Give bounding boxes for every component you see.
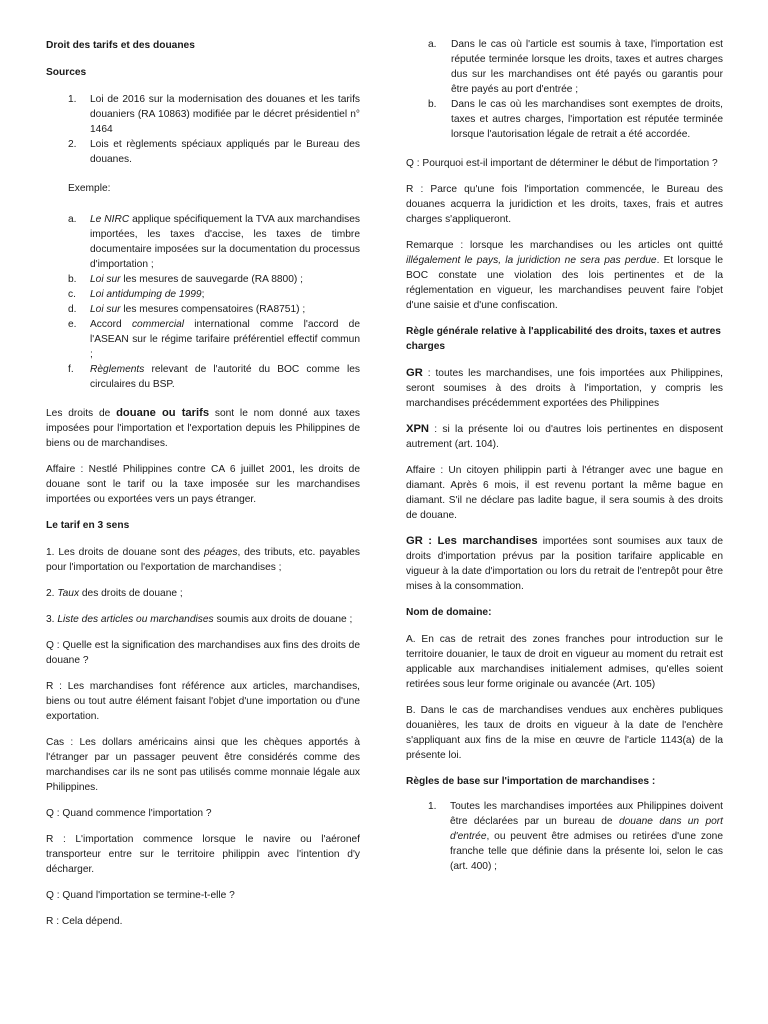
remark-paragraph: Remarque : lorsque les marchandises ou les articles ont quitté illégalement le pays, la juridiction ne sera pas perdue. Et lorsque le BOC constate une violation des lois pertinentes et de la réglementation en vigueur, les marchandises peuvent faire l'objet d'une saisie et d'une confiscation. — [406, 240, 724, 311]
example-label: Exemple: — [68, 183, 111, 194]
question-4: Q : Pourquoi est-il important de déterminer le début de l'importation ? — [406, 158, 718, 169]
xpn-paragraph: XPN : si la présente loi ou d'autres lois pertinentes en disposent autrement (art. 104). — [406, 423, 723, 450]
paragraph-droits: Les droits de douane ou tarifs sont le nom donné aux taxes imposées pour l'importation et l'exportation depuis les Philippines de biens ou de marchandises. — [46, 407, 360, 449]
tarif-heading: Le tarif en 3 sens — [46, 520, 130, 531]
list-item: b. Loi sur les mesures de sauvegarde (RA 8800) ; — [68, 274, 303, 285]
sources-heading: Sources — [46, 67, 87, 78]
question-3: Q : Quand l'importation se termine-t-elle ? — [46, 890, 235, 901]
end-cases-list — [406, 37, 723, 142]
list-item: e. Accord commercial international comme l'accord de l'ASEAN sur le régime tarifaire préférentiel effectif commun ; — [68, 319, 360, 360]
list-item: c. Loi antidumping de 1999; — [68, 289, 205, 300]
list-item: f. Règlements relevant de l'autorité du BOC comme les circulaires du BSP. — [68, 364, 360, 390]
question-1: Q : Quelle est la signification des marchandises aux fins des droits de douane ? — [46, 640, 360, 666]
answer-1: R : Les marchandises font référence aux articles, marchandises, biens ou tout autre élément faisant l'objet d'une importation ou d'une exportation. — [46, 681, 360, 722]
answer-4: R : Parce qu'une fois l'importation commencée, le Bureau des douanes acquerra la juridiction et les droits, taxes, frais et autres charges s'appliqueront. — [406, 184, 723, 225]
left-column — [46, 30, 360, 940]
list-item: 2. Lois et règlements spéciaux appliqués par le Bureau des douanes. — [68, 139, 360, 165]
gr-paragraph: GR : toutes les marchandises, une fois importées aux Philippines, seront soumises à des droits à l'importation, y compris les marchandises précédemment exportées des Philippines — [406, 367, 723, 409]
document-title: Droit des tarifs et des douanes — [46, 40, 195, 51]
sense-3: 3. Liste des articles ou marchandises soumis aux droits de douane ; — [46, 614, 353, 625]
basic-rules-heading: Règles de base sur l'importation de marchandises : — [406, 776, 656, 787]
sense-1: 1. Les droits de douane sont des péages, des tributs, etc. payables pour l'importation ou l'exportation de marchandises ; — [46, 547, 361, 573]
paragraph-affaire: Affaire : Nestlé Philippines contre CA 6 juillet 2001, les droits de douane sont le tarif ou la taxe imposée sur les marchandises importées ou exportées vers un pays étranger. — [46, 464, 360, 505]
case-paragraph: Cas : Les dollars américains ainsi que les chèques apportés à l'étranger par un passager peuvent être considérés comme des marchandises car ils ne sont pas utilisés comme monnaie légale aux Philippines. — [46, 737, 360, 793]
basic-rules-list — [406, 799, 723, 874]
list-item: a. Dans le cas où l'article est soumis à taxe, l'importation est réputée terminée lorsque les droits, taxes et autres charges dus sur les marchandises ont été payés ou garantis pour être payés au port d'entrée ; — [428, 39, 723, 95]
paragraph-a: A. En cas de retrait des zones franches pour introduction sur le territoire douanier, le taux de droit en vigueur au moment du retrait est applicable aux marchandises initialement admises, qu'elles soient retirées sous leur forme originale ou avancée (Art. 105) — [406, 634, 723, 690]
answer-3: R : Cela dépend. — [46, 916, 123, 927]
domain-heading: Nom de domaine: — [406, 607, 492, 618]
list-item: 1. Loi de 2016 sur la modernisation des douanes et les tarifs douaniers (RA 10863) modifiée par le décret présidentiel n° 1464 — [68, 94, 360, 135]
paragraph-b: B. Dans le cas de marchandises vendues aux enchères publiques douanières, les taux de droits en vigueur à la date de l'enchère s'appliquant aux fins de la mise en œuvre de l'article 1143(a) de la présente loi. — [406, 705, 723, 761]
list-item: 1. Toutes les marchandises importées aux Philippines doivent être déclarées par un bureau de douane dans un port d'entrée, ou peuvent être admises ou retirées d'une zone franche telle que définie dans la présente loi, selon le cas (art. 400) ; — [428, 801, 723, 872]
right-column — [406, 30, 723, 888]
sources-list — [46, 92, 360, 167]
answer-2: R : L'importation commence lorsque le navire ou l'aéronef transporteur entre sur le territoire philippin avec l'intention d'y décharger. — [46, 834, 360, 875]
list-item: d. Loi sur les mesures compensatoires (RA8751) ; — [68, 304, 306, 315]
question-2: Q : Quand commence l'importation ? — [46, 808, 212, 819]
list-item: a. Le NIRC applique spécifiquement la TVA aux marchandises importées, les taxes d'accise, les taxes de timbre documentaire imposées sur la documentation du processus d'importation ; — [68, 214, 360, 270]
general-rule-heading: Règle générale relative à l'applicabilité des droits, taxes et autres charges — [406, 326, 721, 352]
examples-list — [46, 212, 360, 392]
affaire-paragraph: Affaire : Un citoyen philippin parti à l'étranger avec une bague en diamant. Après 6 mois, il est revenu portant la même bague en diamant. S'il ne déclare pas ladite bague, il sera soumis à des droits de douane. — [406, 465, 723, 521]
sense-2: 2. Taux des droits de douane ; — [46, 588, 183, 599]
gr2-paragraph: GR : Les marchandises importées sont soumises aux taux de droits d'importation prévus par la position tarifaire applicable en vigueur à la date d'importation ou lors du retrait de l'entrepôt pour être mises à la consommation. — [406, 535, 723, 592]
list-item: b. Dans le cas où les marchandises sont exemptes de droits, taxes et autres charges, l'importation est réputée terminée lorsque l'autorisation légale de retrait a été accordée. — [428, 99, 723, 140]
